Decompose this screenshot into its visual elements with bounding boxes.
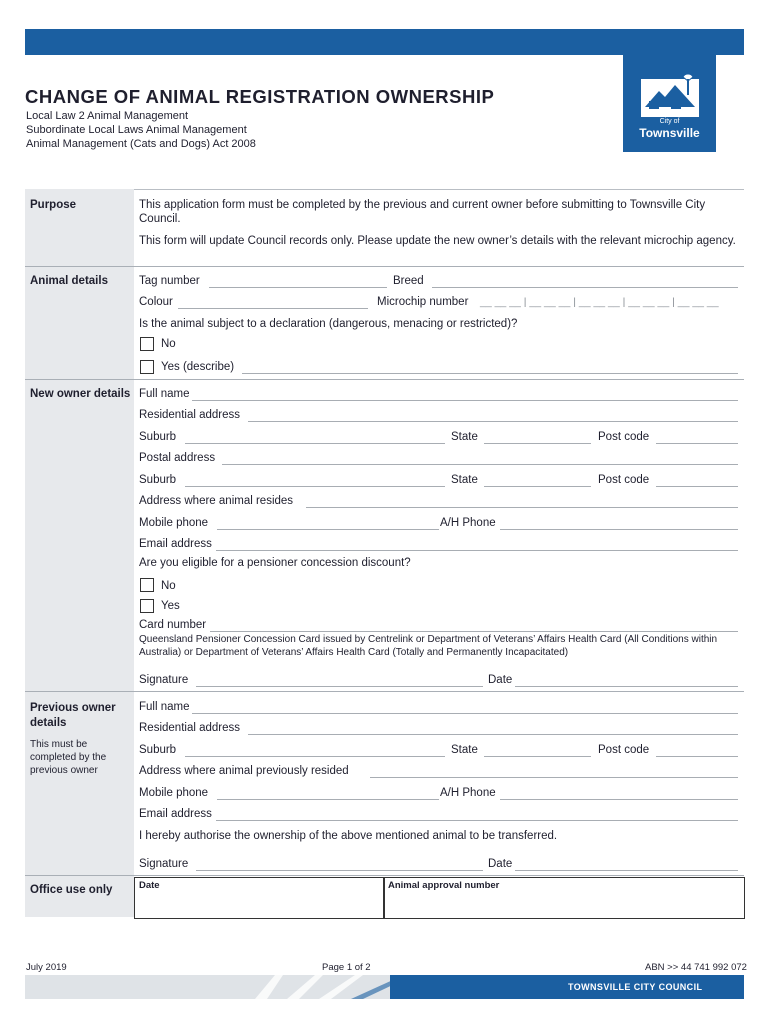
breed-label: Breed bbox=[393, 275, 424, 287]
card-note: Queensland Pensioner Concession Card issued by Centrelink or Department of Veterans’ Affairs Health Card (All Conditions within Australia) or Department of Veterans’ Affairs Health Card (Totally and Permanently Incapacitated) bbox=[139, 634, 718, 658]
new-signature-label: Signature bbox=[139, 674, 189, 686]
new-postal-label: Postal address bbox=[139, 452, 216, 464]
divider bbox=[25, 691, 744, 692]
prev-resided-field[interactable] bbox=[370, 777, 738, 778]
subtitle-line-1: Local Law 2 Animal Management bbox=[26, 110, 189, 122]
new-owner-label: New owner details bbox=[30, 388, 131, 400]
prev-owner-note: This must be completed by the previous owner bbox=[30, 739, 107, 776]
new-suburb-field[interactable] bbox=[185, 443, 445, 444]
new-postcode2-label: Post code bbox=[598, 474, 650, 486]
footer-abn: ABN >> 44 741 992 072 bbox=[645, 962, 747, 973]
new-state2-label: State bbox=[451, 474, 478, 486]
prev-mobile-label: Mobile phone bbox=[139, 787, 209, 799]
prev-full-name-field[interactable] bbox=[192, 713, 738, 714]
prev-ah-field[interactable] bbox=[500, 799, 738, 800]
declaration-question: Is the animal subject to a declaration (dangerous, menacing or restricted)? bbox=[139, 318, 518, 330]
new-email-label: Email address bbox=[139, 538, 212, 550]
prev-full-name-label: Full name bbox=[139, 701, 190, 713]
new-ah-field[interactable] bbox=[500, 529, 738, 530]
animal-resides-field[interactable] bbox=[306, 507, 738, 508]
new-postcode-label: Post code bbox=[598, 431, 650, 443]
subtitle-line-2: Subordinate Local Laws Animal Management bbox=[26, 124, 247, 136]
prev-email-field[interactable] bbox=[216, 820, 738, 821]
prev-residential-field[interactable] bbox=[248, 734, 738, 735]
footer-page: Page 1 of 2 bbox=[322, 962, 371, 973]
prev-residential-label: Residential address bbox=[139, 722, 241, 734]
prev-date-field[interactable] bbox=[515, 870, 738, 871]
office-date-box[interactable] bbox=[134, 877, 384, 919]
pensioner-yes-checkbox[interactable] bbox=[140, 599, 154, 613]
new-date-field[interactable] bbox=[515, 686, 738, 687]
new-mobile-field[interactable] bbox=[217, 529, 439, 530]
prev-resided-label: Address where animal previously resided bbox=[139, 765, 349, 777]
new-postal-field[interactable] bbox=[222, 464, 738, 465]
new-suburb-label: Suburb bbox=[139, 431, 177, 443]
prev-state-label: State bbox=[451, 744, 478, 756]
prev-state-field[interactable] bbox=[484, 756, 591, 757]
divider bbox=[25, 379, 744, 380]
new-suburb2-field[interactable] bbox=[185, 486, 445, 487]
office-use-label: Office use only bbox=[30, 884, 113, 896]
declaration-yes-checkbox[interactable] bbox=[140, 360, 154, 374]
colour-label: Colour bbox=[139, 296, 173, 308]
declaration-yes-label: Yes (describe) bbox=[161, 361, 235, 373]
prev-suburb-label: Suburb bbox=[139, 744, 177, 756]
prev-suburb-field[interactable] bbox=[185, 756, 445, 757]
new-residential-label: Residential address bbox=[139, 409, 241, 421]
new-postcode-field[interactable] bbox=[656, 443, 738, 444]
new-state2-field[interactable] bbox=[484, 486, 591, 487]
tag-number-field[interactable] bbox=[209, 287, 387, 288]
townsville-logo bbox=[623, 55, 716, 152]
footer-council-name: TOWNSVILLE CITY COUNCIL bbox=[568, 982, 703, 992]
purpose-text-1: This application form must be completed by the previous and current owner before submitting to Townsville City Council. bbox=[139, 199, 706, 225]
card-number-field[interactable] bbox=[210, 631, 738, 632]
new-state-label: State bbox=[451, 431, 478, 443]
prev-owner-label: Previous owner details bbox=[30, 702, 116, 729]
new-residential-field[interactable] bbox=[248, 421, 738, 422]
animal-details-label: Animal details bbox=[30, 275, 108, 287]
prev-date-label: Date bbox=[488, 858, 513, 870]
declaration-no-checkbox[interactable] bbox=[140, 337, 154, 351]
divider bbox=[25, 266, 744, 267]
microchip-label: Microchip number bbox=[377, 296, 469, 308]
logo-city-of: City of bbox=[659, 118, 680, 125]
office-panel bbox=[25, 876, 134, 917]
colour-field[interactable] bbox=[178, 308, 368, 309]
office-date-label: Date bbox=[139, 880, 160, 891]
page-title: CHANGE OF ANIMAL REGISTRATION OWNERSHIP bbox=[25, 86, 495, 107]
new-full-name-field[interactable] bbox=[192, 400, 738, 401]
animal-resides-label: Address where animal resides bbox=[139, 495, 294, 507]
subtitle-line-3: Animal Management (Cats and Dogs) Act 2008 bbox=[26, 138, 256, 150]
prev-ah-label: A/H Phone bbox=[440, 787, 496, 799]
prev-signature-label: Signature bbox=[139, 858, 189, 870]
new-ah-label: A/H Phone bbox=[440, 517, 496, 529]
logo-townsville: Townsville bbox=[639, 126, 700, 140]
new-mobile-label: Mobile phone bbox=[139, 517, 209, 529]
purpose-label: Purpose bbox=[30, 199, 77, 211]
new-postcode2-field[interactable] bbox=[656, 486, 738, 487]
card-number-label: Card number bbox=[139, 619, 207, 631]
new-full-name-label: Full name bbox=[139, 388, 190, 400]
purpose-text-2: This form will update Council records only. Please update the new owner’s details with the relevant microchip agency. bbox=[139, 235, 736, 247]
new-email-field[interactable] bbox=[216, 550, 738, 551]
microchip-field[interactable]: __ __ __ | __ __ __ | __ __ __ | __ __ __ | __ __ __ bbox=[480, 296, 719, 308]
authorise-statement: I hereby authorise the ownership of the above mentioned animal to be transferred. bbox=[139, 830, 558, 842]
divider bbox=[134, 189, 744, 190]
prev-email-label: Email address bbox=[139, 808, 212, 820]
new-signature-field[interactable] bbox=[196, 686, 483, 687]
new-owner-panel bbox=[25, 380, 134, 691]
tag-number-label: Tag number bbox=[139, 275, 200, 287]
prev-signature-field[interactable] bbox=[196, 870, 483, 871]
prev-mobile-field[interactable] bbox=[217, 799, 439, 800]
pensioner-no-label: No bbox=[161, 580, 176, 592]
pensioner-yes-label: Yes bbox=[161, 600, 180, 612]
new-suburb2-label: Suburb bbox=[139, 474, 177, 486]
new-date-label: Date bbox=[488, 674, 513, 686]
new-state-field[interactable] bbox=[484, 443, 591, 444]
declaration-no-label: No bbox=[161, 338, 176, 350]
breed-field[interactable] bbox=[432, 287, 738, 288]
declaration-describe-field[interactable] bbox=[242, 373, 738, 374]
header-bar bbox=[25, 29, 744, 55]
pensioner-no-checkbox[interactable] bbox=[140, 578, 154, 592]
footer-date: July 2019 bbox=[26, 962, 67, 973]
prev-postcode-label: Post code bbox=[598, 744, 650, 756]
townsville-emblem-icon bbox=[641, 73, 699, 117]
pensioner-question: Are you eligible for a pensioner concession discount? bbox=[139, 557, 411, 569]
prev-postcode-field[interactable] bbox=[656, 756, 738, 757]
divider bbox=[25, 875, 744, 876]
office-approval-label: Animal approval number bbox=[388, 880, 500, 891]
